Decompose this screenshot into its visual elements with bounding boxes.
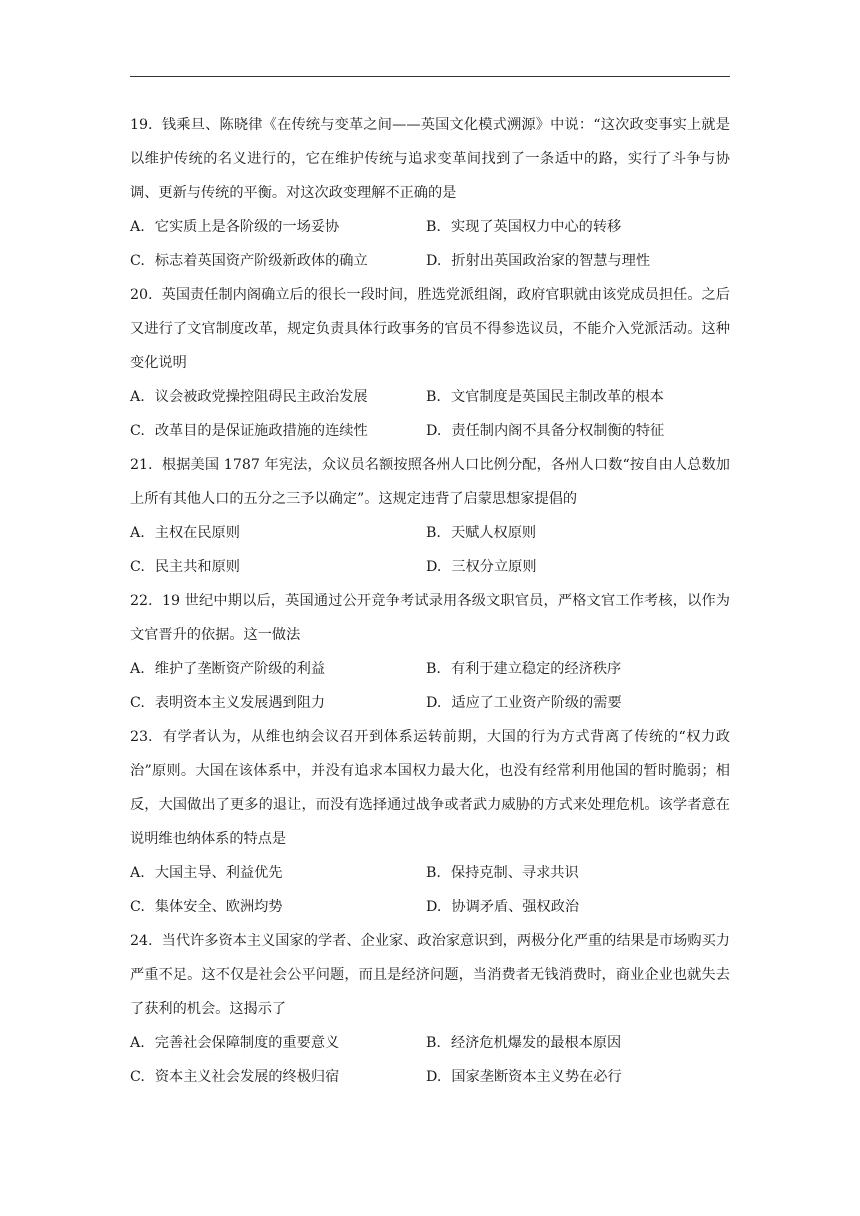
option-letter: A. (130, 525, 145, 541)
question-number: 22. (130, 593, 153, 609)
option-letter: C. (130, 559, 145, 575)
option-c (130, 686, 426, 720)
option-b (426, 1026, 722, 1060)
option-text: 保持克制、寻求共识 (450, 865, 579, 881)
option-a (130, 856, 426, 890)
question-text: 有学者认为，从维也纳会议召开到体系运转前期，大国的行为方式背离了传统的“权力政治”原则。大国在该体系中，并没有追求本国权力最大化，也没有经常利用他国的暂时脆弱；相反，大国做出了更多的退让，而没有选择通过战争或者武力威胁的方式来处理危机。该学者意在说明维也纳体系的特点是 (130, 729, 730, 847)
option-b (426, 652, 722, 686)
options-row (130, 210, 730, 244)
question-number: 19. (130, 117, 153, 133)
question-number: 20. (130, 287, 153, 303)
options-row (130, 1060, 730, 1094)
option-d (426, 890, 722, 924)
option-letter: B. (426, 389, 441, 405)
option-letter: D. (426, 695, 442, 711)
question-number: 21. (130, 457, 153, 473)
question-stem (130, 584, 730, 652)
option-letter: D. (426, 253, 442, 269)
option-text: 文官制度是英国民主制改革的根本 (450, 389, 664, 405)
options-row (130, 550, 730, 584)
option-text: 大国主导、利益优先 (154, 865, 283, 881)
option-letter: B. (426, 1035, 441, 1051)
options-row (130, 414, 730, 448)
option-text: 集体安全、欧洲均势 (154, 899, 283, 915)
option-text: 维护了垄断资产阶级的利益 (154, 661, 326, 677)
option-letter: A. (130, 865, 145, 881)
question-list (130, 108, 730, 1094)
options-row (130, 516, 730, 550)
option-c (130, 244, 426, 278)
option-letter: C. (130, 253, 145, 269)
question-20 (130, 278, 730, 448)
option-text: 民主共和原则 (154, 559, 240, 575)
option-c (130, 414, 426, 448)
option-a (130, 380, 426, 414)
option-text: 资本主义社会发展的终极归宿 (154, 1069, 340, 1085)
question-text: 英国责任制内阁确立后的很长一段时间，胜选党派组阁，政府官职就由该党成员担任。之后又进行了文官制度改革，规定负责具体行政事务的官员不得参选议员，不能介入党派活动。这种变化说明 (130, 287, 730, 371)
question-text: 钱乘旦、陈晓律《在传统与变革之间——英国文化模式溯源》中说：“这次政变事实上就是以维护传统的名义进行的，它在维护传统与追求变革间找到了一条适中的路，实行了斗争与协调、更新与传统的平衡。对这次政变理解不正确的是 (130, 117, 730, 201)
question-number: 23. (130, 729, 153, 745)
option-letter: B. (426, 219, 441, 235)
option-text: 完善社会保障制度的重要意义 (154, 1035, 340, 1051)
question-stem (130, 720, 730, 856)
option-b (426, 210, 722, 244)
option-text: 议会被政党操控阻碍民主政治发展 (154, 389, 368, 405)
question-stem (130, 448, 730, 516)
option-text: 协调矛盾、强权政治 (451, 899, 580, 915)
options-row (130, 652, 730, 686)
question-stem (130, 278, 730, 380)
question-text: 当代许多资本主义国家的学者、企业家、政治家意识到，两极分化严重的结果是市场购买力严重不足。这不仅是社会公平问题，而且是经济问题，当消费者无钱消费时，商业企业也就失去了获利的机会。这揭示了 (130, 933, 730, 1017)
option-d (426, 686, 722, 720)
options-row (130, 686, 730, 720)
option-letter: A. (130, 1035, 145, 1051)
option-text: 国家垄断资本主义势在必行 (451, 1069, 622, 1085)
option-b (426, 516, 722, 550)
option-d (426, 550, 722, 584)
question-21 (130, 448, 730, 584)
option-letter: C. (130, 423, 145, 439)
option-text: 责任制内阁不具备分权制衡的特征 (451, 423, 665, 439)
options-row (130, 890, 730, 924)
option-letter: B. (426, 525, 441, 541)
question-19 (130, 108, 730, 278)
question-text: 根据美国 1787 年宪法，众议员名额按照各州人口比例分配，各州人口数“按自由人总数加上所有其他人口的五分之三予以确定”。这规定违背了启蒙思想家提倡的 (130, 457, 730, 507)
option-b (426, 380, 722, 414)
options-row (130, 244, 730, 278)
option-b (426, 856, 722, 890)
question-23 (130, 720, 730, 924)
option-a (130, 652, 426, 686)
option-a (130, 1026, 426, 1060)
option-text: 三权分立原则 (451, 559, 537, 575)
option-text: 天赋人权原则 (450, 525, 537, 541)
option-c (130, 890, 426, 924)
option-letter: C. (130, 695, 145, 711)
option-a (130, 516, 426, 550)
question-text: 19 世纪中期以后，英国通过公开竞争考试录用各级文职官员，严格文官工作考核，以作为文官晋升的依据。这一做法 (130, 593, 730, 643)
option-letter: D. (426, 559, 442, 575)
option-text: 经济危机爆发的最根本原因 (450, 1035, 622, 1051)
question-stem (130, 108, 730, 210)
option-text: 它实质上是各阶级的一场妥协 (154, 219, 340, 235)
options-row (130, 380, 730, 414)
question-22 (130, 584, 730, 720)
options-row (130, 1026, 730, 1060)
option-text: 标志着英国资产阶级新政体的确立 (154, 253, 368, 269)
option-a (130, 210, 426, 244)
option-text: 表明资本主义发展遇到阻力 (154, 695, 326, 711)
option-letter: A. (130, 661, 145, 677)
option-letter: B. (426, 865, 441, 881)
question-stem (130, 924, 730, 1026)
option-text: 改革目的是保证施政措施的连续性 (154, 423, 368, 439)
option-text: 主权在民原则 (154, 525, 240, 541)
question-number: 24. (130, 933, 153, 949)
option-letter: D. (426, 1069, 442, 1085)
option-c (130, 1060, 426, 1094)
option-letter: D. (426, 423, 442, 439)
option-letter: C. (130, 899, 145, 915)
option-text: 适应了工业资产阶级的需要 (451, 695, 622, 711)
option-text: 折射出英国政治家的智慧与理性 (451, 253, 651, 269)
option-letter: B. (426, 661, 441, 677)
option-letter: A. (130, 219, 145, 235)
option-letter: A. (130, 389, 145, 405)
header-rule (130, 76, 730, 77)
option-letter: C. (130, 1069, 145, 1085)
option-letter: D. (426, 899, 442, 915)
option-d (426, 414, 722, 448)
option-d (426, 1060, 722, 1094)
option-text: 有利于建立稳定的经济秩序 (450, 661, 622, 677)
option-text: 实现了英国权力中心的转移 (450, 219, 622, 235)
option-c (130, 550, 426, 584)
question-24 (130, 924, 730, 1094)
options-row (130, 856, 730, 890)
option-d (426, 244, 722, 278)
